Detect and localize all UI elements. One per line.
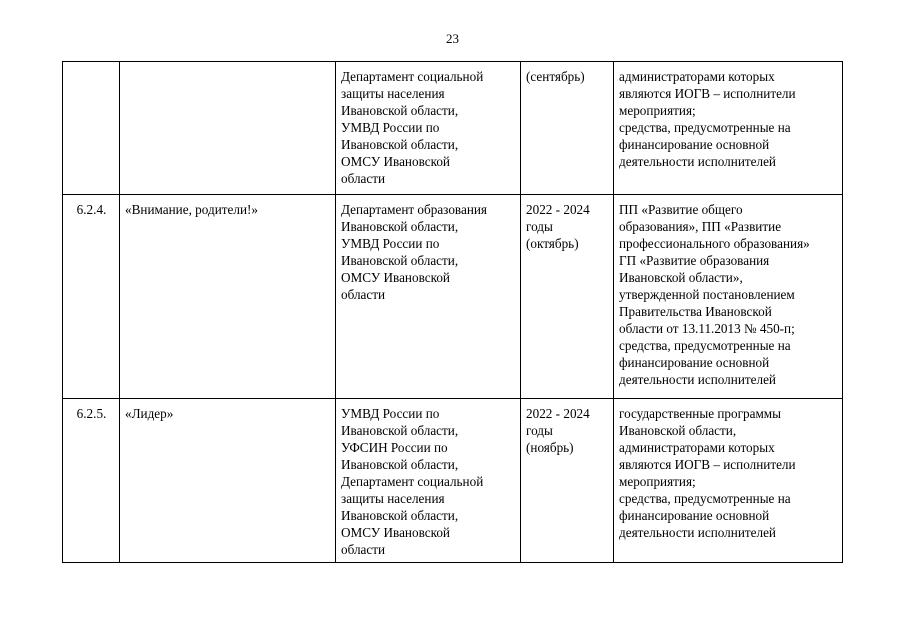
table-row (63, 62, 843, 195)
item-number-cell (63, 62, 120, 195)
measures-table (62, 61, 843, 563)
item-number-cell: 6.2.5. (63, 399, 120, 563)
funding-cell: государственные программы Ивановской области, администраторами которых являются ИОГВ – исполнители мероприятия; средства, предусмотренные на финансирование основной деятельности исполнителей (614, 399, 843, 563)
funding-cell: ПП «Развитие общего образования», ПП «Развитие профессионального образования» ГП «Развитие образования Ивановской области», утвержденной постановлением Правительства Ивановской области от 13.11.2013 № 450-п; средства, предусмотренные на финансирование основной деятельности исполнителей (614, 195, 843, 399)
executors-cell: УМВД России по Ивановской области, УФСИН России по Ивановской области, Департамент социальной защиты населения Ивановской области, ОМСУ Ивановской области (336, 399, 521, 563)
period-cell: 2022 - 2024 годы (ноябрь) (521, 399, 614, 563)
period-cell: 2022 - 2024 годы (октябрь) (521, 195, 614, 399)
executors-cell: Департамент социальной защиты населения Ивановской области, УМВД России по Ивановской области, ОМСУ Ивановской области (336, 62, 521, 195)
table-row (63, 399, 843, 563)
funding-cell: администраторами которых являются ИОГВ – исполнители мероприятия; средства, предусмотренные на финансирование основной деятельности исполнителей (614, 62, 843, 195)
item-title-cell: «Лидер» (120, 399, 336, 563)
table-row (63, 195, 843, 399)
executors-cell: Департамент образования Ивановской области, УМВД России по Ивановской области, ОМСУ Ивановской области (336, 195, 521, 399)
period-cell: (сентябрь) (521, 62, 614, 195)
item-number-cell: 6.2.4. (63, 195, 120, 399)
item-title-cell (120, 62, 336, 195)
page-number: 23 (446, 31, 459, 46)
item-title-cell: «Внимание, родители!» (120, 195, 336, 399)
